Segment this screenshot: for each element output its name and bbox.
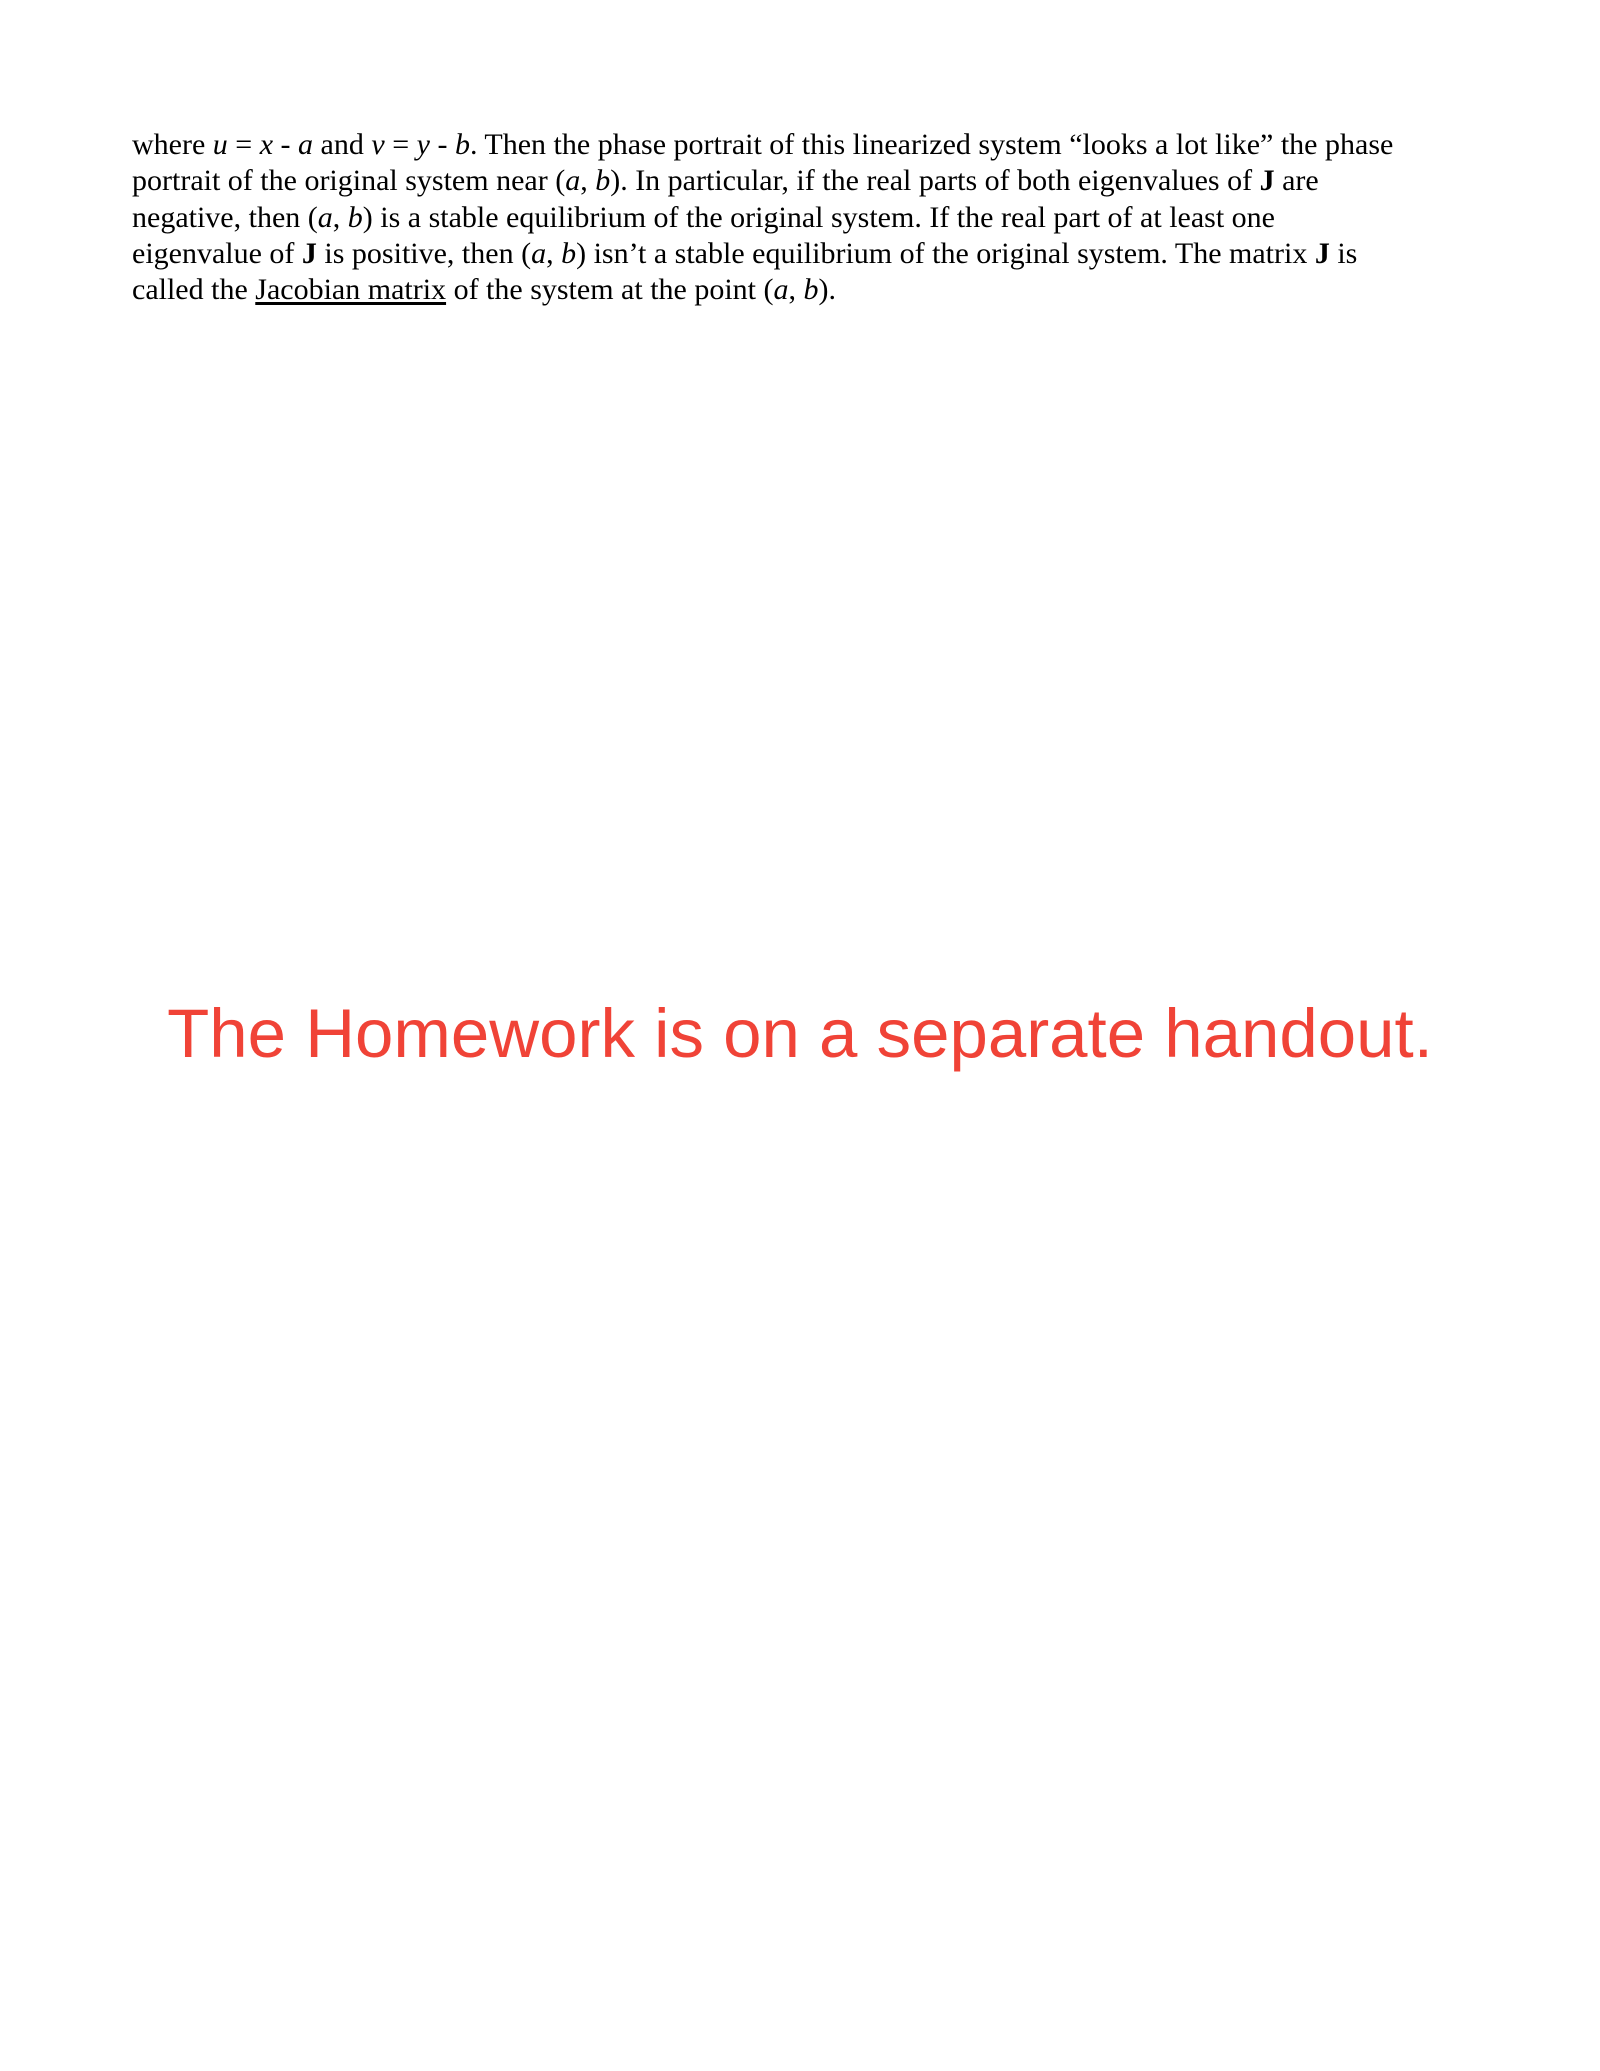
text-span: eigenvalue of <box>132 236 302 270</box>
text-span: ) is a stable equilibrium of the original system. If the real part of at least one <box>362 200 1275 234</box>
text-span: Jacobian matrix <box>255 273 447 307</box>
text-span: a <box>773 273 789 307</box>
text-span: = <box>227 128 260 161</box>
text-span: are <box>1274 164 1319 198</box>
paragraph-line <box>132 200 1393 236</box>
text-span: , <box>332 200 348 234</box>
text-span: ). In particular, if the real parts of both eigenvalues of <box>610 164 1260 198</box>
text-span: b <box>347 200 363 234</box>
text-span: a <box>565 164 581 198</box>
text-span: ). <box>818 273 836 307</box>
text-span: a <box>531 236 547 270</box>
text-span: called the <box>132 273 256 307</box>
text-span: J <box>1259 164 1275 198</box>
text-span: is positive, then ( <box>316 236 532 270</box>
text-span: J <box>1314 236 1330 270</box>
homework-notice: The Homework is on a separate handout. <box>167 995 1433 1072</box>
text-span: J <box>301 236 317 270</box>
text-span: a <box>298 128 314 161</box>
text-span: = <box>384 128 417 161</box>
text-span: where <box>132 128 213 161</box>
text-span: , <box>546 236 562 270</box>
text-span: is <box>1329 236 1358 270</box>
text-span: v <box>371 128 385 161</box>
text-span: ) isn’t a stable equilibrium of the original system. The matrix <box>576 236 1315 270</box>
text-span: u <box>212 128 228 161</box>
text-span: negative, then ( <box>132 200 318 234</box>
text-span: - <box>429 128 455 161</box>
text-span: b <box>561 236 577 270</box>
text-span: . Then the phase portrait of this linearized system “looks a lot like” the phase <box>469 128 1394 161</box>
text-span: of the system at the point ( <box>446 273 774 307</box>
text-span: b <box>595 164 611 198</box>
text-span: portrait of the original system near ( <box>132 164 566 198</box>
paragraph-line <box>132 127 1393 163</box>
text-span: b <box>803 273 819 307</box>
text-span: y <box>416 128 430 161</box>
text-span: a <box>317 200 333 234</box>
text-span: b <box>454 128 470 161</box>
text-span: , <box>788 273 804 307</box>
paragraph-line <box>132 163 1393 199</box>
text-span: and <box>313 128 372 161</box>
text-span: - <box>273 128 299 161</box>
linearization-paragraph <box>132 127 1393 308</box>
paragraph-line <box>132 272 1393 308</box>
text-span: x <box>259 128 274 161</box>
text-span: , <box>580 164 596 198</box>
paragraph-line <box>132 236 1393 272</box>
